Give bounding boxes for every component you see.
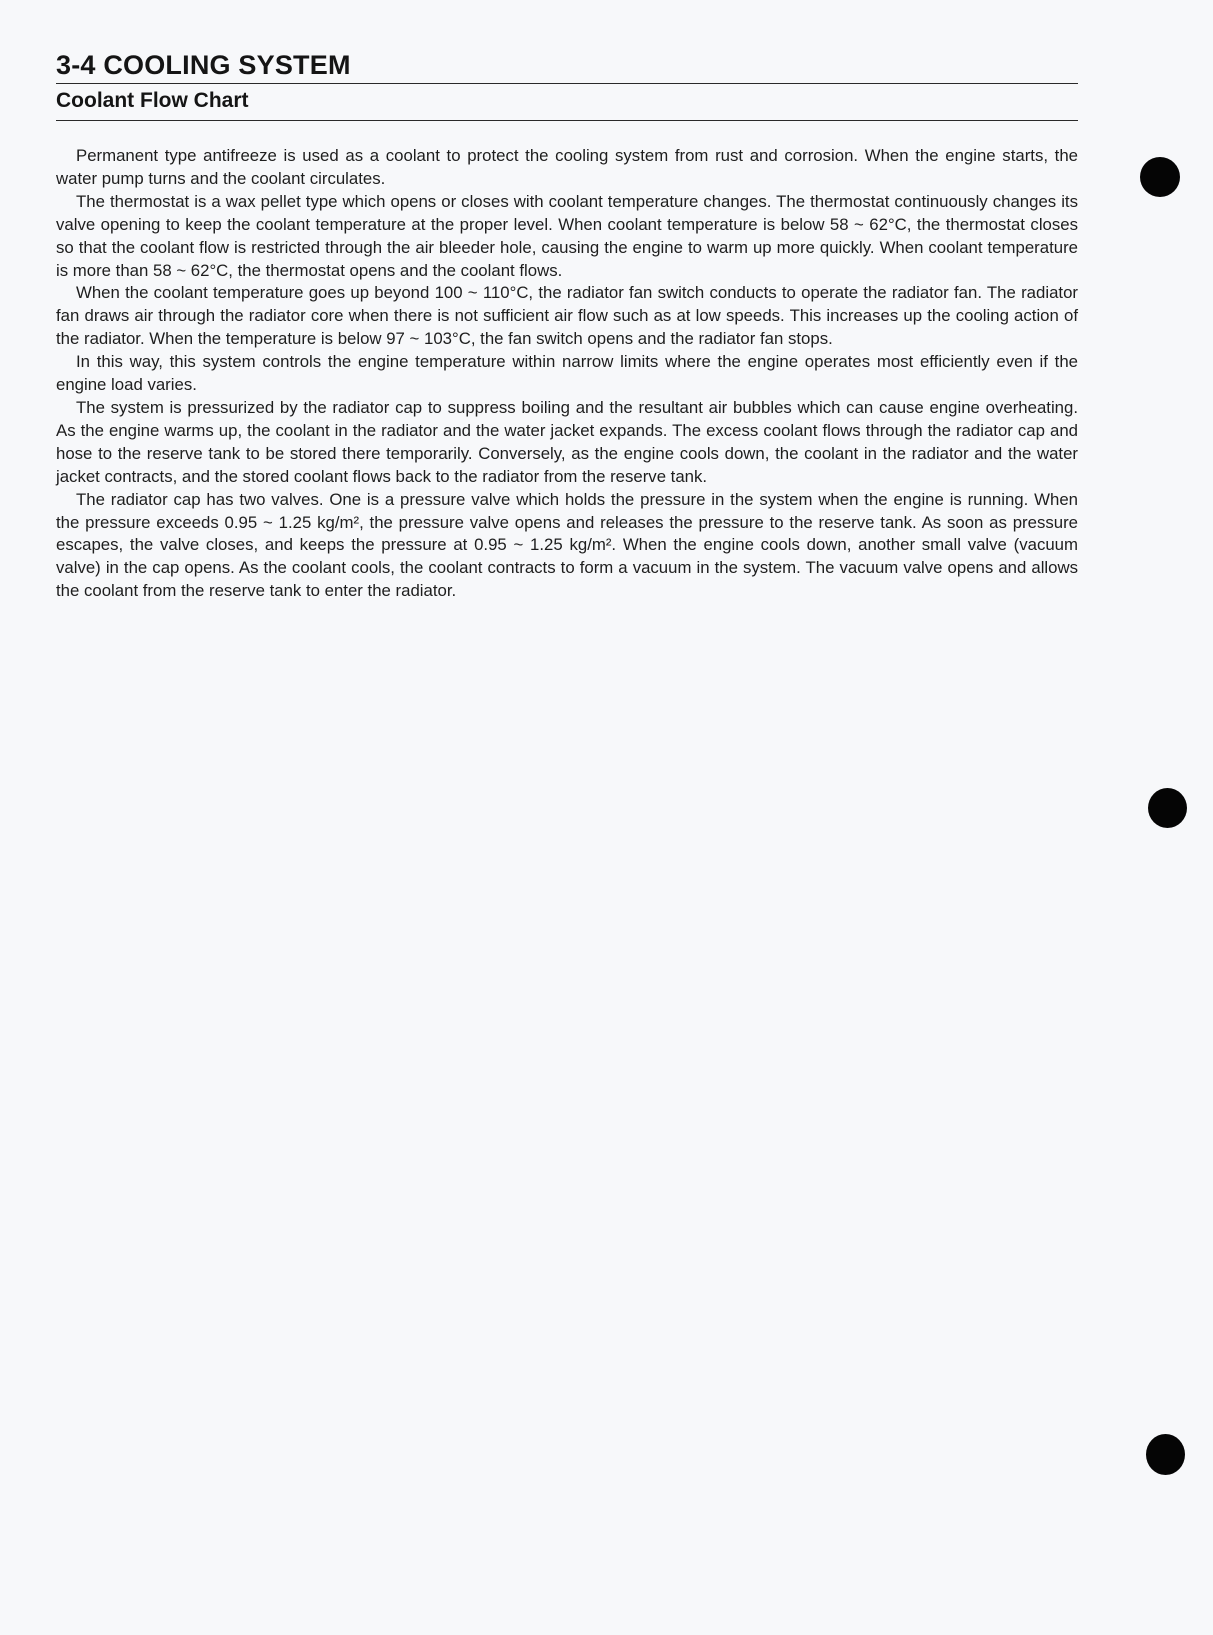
paragraph-thermostat: The thermostat is a wax pellet type which opens or closes with coolant temperature changes. The thermostat continuously changes its valve opening to keep the coolant temperature at the proper level. When coolant temperature is below 58 ~ 62°C, the thermostat closes so that the coolant flow is restricted through the air bleeder hole, causing the engine to warm up more quickly. When coolant temperature is more than 58 ~ 62°C, the thermostat opens and the coolant flows.	[56, 191, 1078, 280]
subheader-divider	[56, 120, 1078, 121]
paragraph-antifreeze: Permanent type antifreeze is used as a coolant to protect the cooling system from rust and corrosion. When the engine starts, the water pump turns and the coolant circulates.	[56, 146, 1078, 188]
binder-hole-top	[1140, 157, 1180, 197]
page-header	[56, 50, 1078, 121]
body-text	[56, 145, 1078, 603]
paragraph-radiator-fan: When the coolant temperature goes up beyond 100 ~ 110°C, the radiator fan switch conducts to operate the radiator fan. The radiator fan draws air through the radiator core when there is not sufficient air flow such as at low speeds. This increases up the cooling action of the radiator. When the temperature is below 97 ~ 103°C, the fan switch opens and the radiator fan stops.	[56, 283, 1078, 349]
binder-hole-bottom	[1146, 1434, 1185, 1475]
header-divider	[56, 83, 1078, 84]
binder-hole-middle	[1148, 788, 1187, 828]
paragraph-pressurization: The system is pressurized by the radiator cap to suppress boiling and the resultant air bubbles which can cause engine overheating. As the engine warms up, the coolant in the radiator and the water jacket expands. The excess coolant flows through the radiator cap and hose to the reserve tank to be stored there temporarily. Conversely, as the engine cools down, the coolant in the radiator and the water jacket contracts, and the stored coolant flows back to the radiator from the reserve tank.	[56, 397, 1078, 486]
paragraph-temperature-control: In this way, this system controls the engine temperature within narrow limits where the engine operates most efficiently even if the engine load varies.	[56, 352, 1078, 395]
subsection-title: Coolant Flow Chart	[56, 89, 249, 112]
paragraph-radiator-cap: The radiator cap has two valves. One is a pressure valve which holds the pressure in the system when the engine is running. When the pressure exceeds 0.95 ~ 1.25 kg/m², the pressure valve opens and releases the pressure to the reserve tank. As soon as pressure escapes, the valve closes, and keeps the pressure at 0.95 ~ 1.25 kg/m². When the engine cools down, another small valve (vacuum valve) in the cap opens. As the coolant cools, the coolant contracts to form a vacuum in the system. The vacuum valve opens and allows the coolant from the reserve tank to enter the radiator.	[56, 489, 1078, 601]
section-title: 3-4 COOLING SYSTEM	[56, 50, 351, 80]
